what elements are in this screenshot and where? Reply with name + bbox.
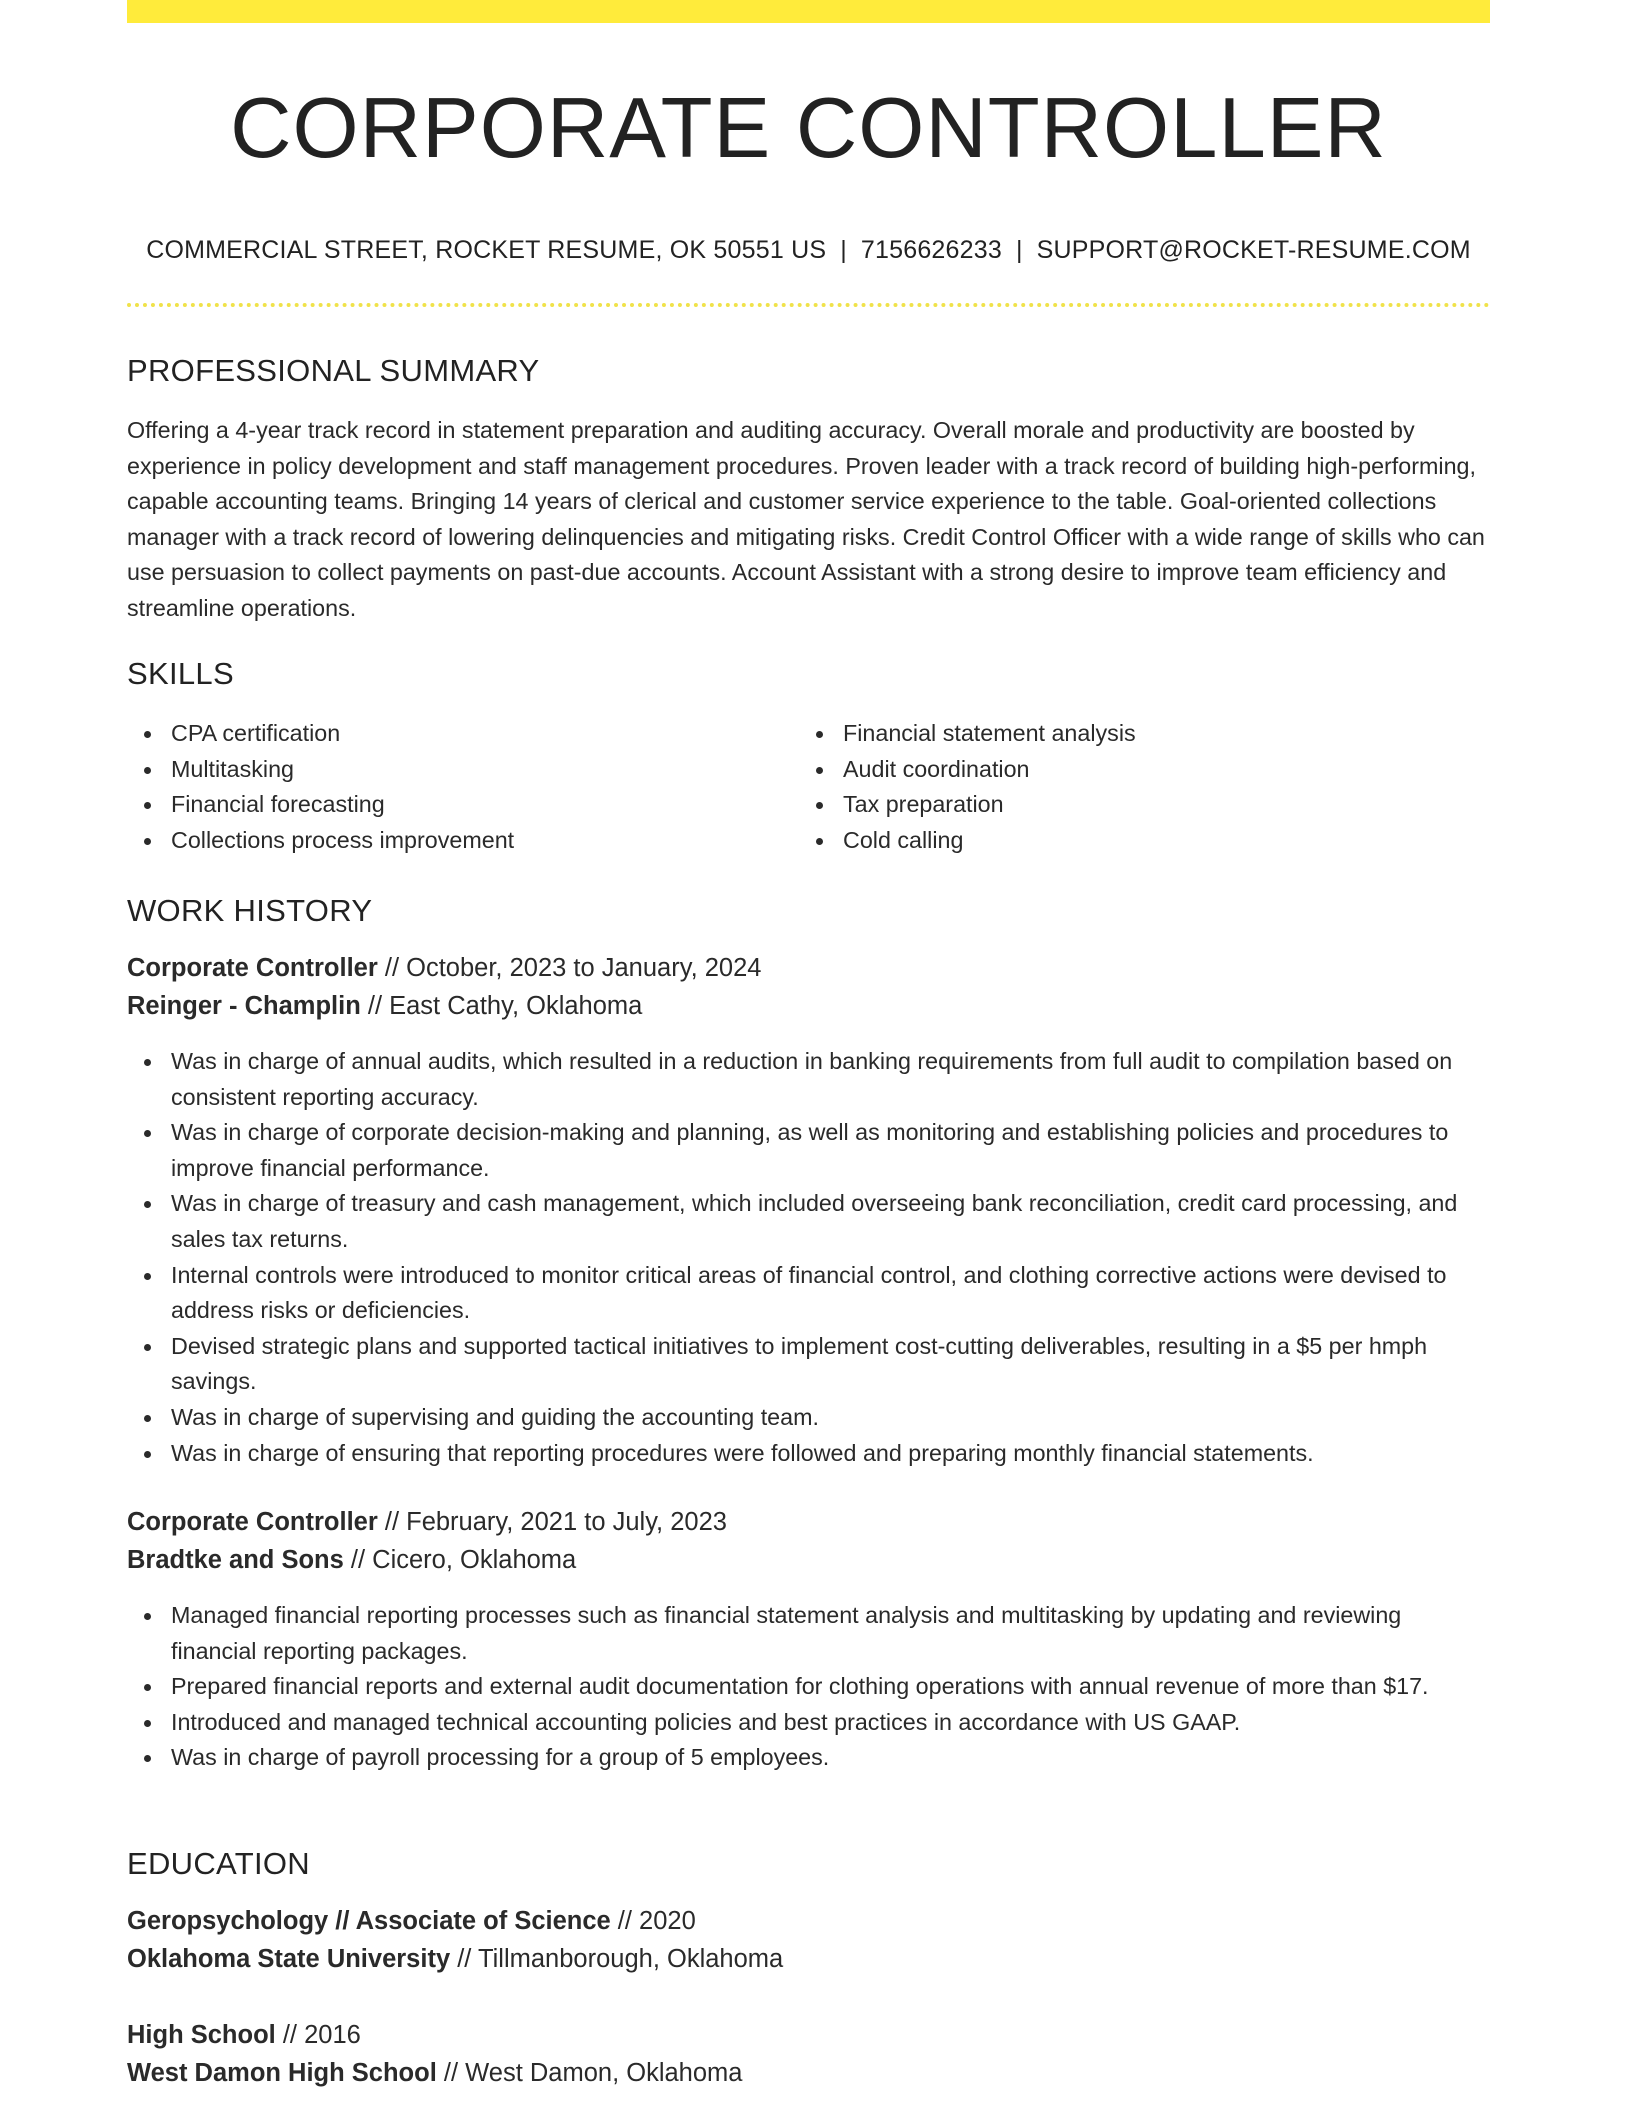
job-bullet: Introduced and managed technical accounting policies and best practices in accordance with US GAAP.: [127, 1705, 1490, 1741]
job-bullet: Was in charge of supervising and guiding the accounting team.: [127, 1400, 1490, 1436]
education-year: // 2020: [610, 1907, 696, 1935]
job-location: // East Cathy, Oklahoma: [360, 992, 643, 1020]
skill-item: Cold calling: [799, 823, 1471, 859]
education-degree: High School: [127, 2021, 276, 2049]
skill-item: Financial statement analysis: [799, 716, 1471, 752]
skill-item: Multitasking: [127, 752, 799, 788]
job-company: Reinger - Champlin: [127, 992, 361, 1020]
address: COMMERCIAL STREET, ROCKET RESUME, OK 50551 US: [146, 236, 827, 264]
job-bullet: Was in charge of ensuring that reporting procedures were followed and preparing monthly financial statements.: [127, 1436, 1490, 1472]
job-role: Corporate Controller: [127, 954, 378, 982]
dotted-divider: [127, 303, 1490, 307]
job-dates: // February, 2021 to July, 2023: [377, 1508, 727, 1536]
job-location: // Cicero, Oklahoma: [343, 1546, 577, 1574]
job-dates: // October, 2023 to January, 2024: [377, 954, 762, 982]
job-bullet: Was in charge of annual audits, which resulted in a reduction in banking requirements from full audit to compilation based on consistent reporting accuracy.: [127, 1044, 1490, 1115]
skill-item: CPA certification: [127, 716, 799, 752]
education-school-line: [127, 2059, 742, 2088]
job-bullets: [127, 1598, 1490, 1776]
summary-text: Offering a 4-year track record in statement preparation and auditing accuracy. Overall morale and productivity are boosted by experience in policy development and staff management procedures. Proven leader with a track record of building high-performing, capable accounting teams. Bringing 14 years of clerical and customer service experience to the table. Goal-oriented collections manager with a track record of lowering delinquencies and mitigating risks. Credit Control Officer with a wide range of skills who can use persuasion to collect payments on past-due accounts. Account Assistant with a strong desire to improve team efficiency and streamline operations.: [127, 417, 1485, 621]
skill-item: Tax preparation: [799, 787, 1471, 823]
job-company: Bradtke and Sons: [127, 1546, 344, 1574]
job-bullet: Was in charge of treasury and cash management, which included overseeing bank reconciliation, credit card processing, and sales tax returns.: [127, 1186, 1490, 1257]
education-heading: EDUCATION: [127, 1846, 310, 1881]
education-degree-line: [127, 2021, 361, 2050]
job-bullet: Was in charge of payroll processing for a group of 5 employees.: [127, 1740, 1490, 1776]
skills-heading: SKILLS: [127, 656, 234, 691]
work-history-heading: WORK HISTORY: [127, 893, 373, 928]
contact-line: [127, 236, 1490, 265]
skills-column-left: [127, 716, 799, 858]
job-company-line: [127, 1546, 576, 1575]
skill-item: Financial forecasting: [127, 787, 799, 823]
education-school: West Damon High School: [127, 2059, 437, 2087]
job-company-line: [127, 992, 642, 1021]
job-bullets: [127, 1044, 1490, 1471]
education-location: // West Damon, Oklahoma: [436, 2059, 743, 2087]
job-bullet: Internal controls were introduced to monitor critical areas of financial control, and clothing corrective actions were devised to address risks or deficiencies.: [127, 1258, 1490, 1329]
skills-column-right: [799, 716, 1471, 858]
job-title-line: [127, 1508, 727, 1537]
education-degree: Geropsychology // Associate of Science: [127, 1907, 611, 1935]
education-school: Oklahoma State University: [127, 1945, 451, 1973]
email-link[interactable]: SUPPORT@ROCKET-RESUME.COM: [1036, 236, 1471, 264]
separator: |: [1015, 236, 1023, 264]
summary-heading: PROFESSIONAL SUMMARY: [127, 353, 540, 388]
candidate-title: CORPORATE CONTROLLER: [230, 81, 1387, 176]
job-title-line: [127, 954, 761, 983]
skill-item: Audit coordination: [799, 752, 1471, 788]
education-school-line: [127, 1945, 783, 1974]
education-year: // 2016: [275, 2021, 361, 2049]
phone: 7156626233: [860, 236, 1002, 264]
job-role: Corporate Controller: [127, 1508, 378, 1536]
job-bullet: Managed financial reporting processes such as financial statement analysis and multitasking by updating and reviewing financial reporting packages.: [127, 1598, 1490, 1669]
accent-bar: [127, 0, 1490, 23]
separator: |: [840, 236, 847, 264]
education-degree-line: [127, 1907, 696, 1936]
skill-item: Collections process improvement: [127, 823, 799, 859]
job-bullet: Prepared financial reports and external audit documentation for clothing operations with annual revenue of more than $17.: [127, 1669, 1490, 1705]
job-bullet: Devised strategic plans and supported tactical initiatives to implement cost-cutting deliverables, resulting in a $5 per hmph savings.: [127, 1329, 1490, 1400]
education-location: // Tillmanborough, Oklahoma: [450, 1945, 784, 1973]
job-bullet: Was in charge of corporate decision-making and planning, as well as monitoring and establishing policies and procedures to improve financial performance.: [127, 1115, 1490, 1186]
skills-list: [127, 716, 1490, 858]
